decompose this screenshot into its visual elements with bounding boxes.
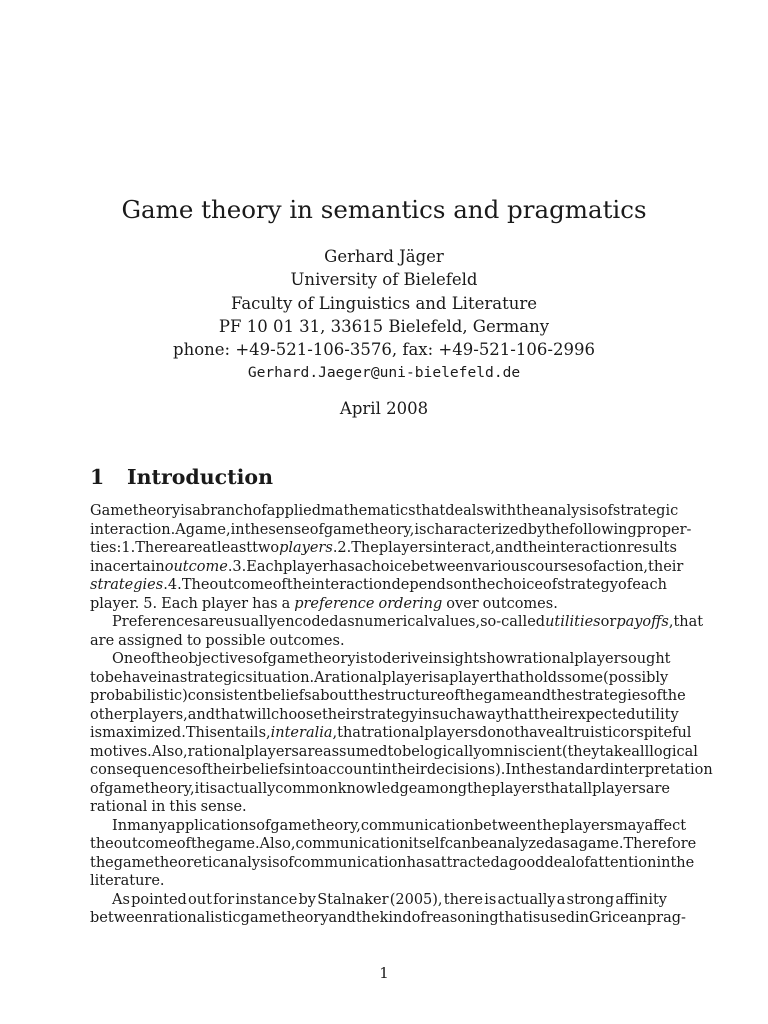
body-line: the outcome of the game. Also, communication itself can be analyzed as a game. Therefore [90, 836, 697, 852]
page-number: 1 [379, 964, 389, 982]
body-line: of game theory, it is actually common knowledge among the players that all players are [90, 780, 671, 797]
body-line: in a certain outcome. 3. Each player has a choice between various courses of action, their [90, 558, 684, 575]
body-line: ties: 1. There are at least two players. 2. The players interact, and the interaction results [90, 540, 677, 556]
body-line: strategies. 4. The outcome of the interaction depends on the choice of strategy of each [90, 577, 667, 593]
body-line: rational in this sense. [90, 799, 247, 815]
body-line: One of the objectives of game theory is to derive insights how rational players ought [112, 651, 671, 667]
body-line: Preferences are usually encoded as numerical values, so-called utilities or payoffs, that [112, 614, 704, 630]
section-heading [90, 462, 273, 492]
body-line: the game theoretic analysis of communication has attracted a good deal of attention in the [90, 854, 695, 871]
body-line: consequences of their beliefs into account in their decisions). In the standard interpretation [90, 762, 713, 778]
author-name: Gerhard Jäger [324, 247, 444, 266]
body-line: player. 5. Each player has a preference ordering over outcomes. [90, 595, 558, 612]
body-line: interaction. A game, in the sense of game theory, is characterized by the following proper- [90, 521, 692, 538]
body-line: In many applications of game theory, communication between the players may affect [112, 817, 687, 834]
section-number: 1 [90, 465, 105, 489]
body-line: to behave in a strategic situation. A rational player is a player that holds some (possibly [90, 669, 669, 686]
body-line: are assigned to possible outcomes. [90, 632, 345, 649]
body-line: is maximized. This entails, inter alia, that rational players do not have altruistic or spiteful [90, 725, 692, 741]
author-faculty: Faculty of Linguistics and Literature [231, 293, 537, 313]
paper-date: April 2008 [339, 399, 429, 418]
body-line: Game theory is a branch of applied mathematics that deals with the analysis of strategic [90, 503, 679, 519]
author-email: Gerhard.Jaeger@uni-bielefeld.de [247, 364, 521, 382]
body-line: probabilistic) consistent beliefs about the structure of the game and the strategies of the [90, 688, 686, 704]
body-line: As pointed out for instance by Stalnaker (2005), there is actually a strong affinity [112, 891, 667, 908]
paper-title: Game theory in semantics and pragmatics [121, 195, 647, 224]
author-phone-fax: phone: +49-521-106-3576, fax: +49-521-106-2996 [173, 340, 595, 360]
author-block [0, 245, 768, 385]
author-affiliation: University of Bielefeld [290, 270, 478, 290]
body-line: other players, and that will choose their strategy in such a way that their expected utility [90, 706, 679, 723]
author-address: PF 10 01 31, 33615 Bielefeld, Germany [218, 316, 550, 336]
body-line: motives. Also, rational players are assumed to be logically omniscient (they take all logical [90, 743, 698, 760]
section-title: Introduction [127, 465, 273, 489]
body-line: literature. [90, 873, 165, 889]
section-body [90, 502, 713, 928]
body-line: between rationalistic game theory and the kind of reasoning that is used in Gricean prag- [90, 910, 686, 926]
